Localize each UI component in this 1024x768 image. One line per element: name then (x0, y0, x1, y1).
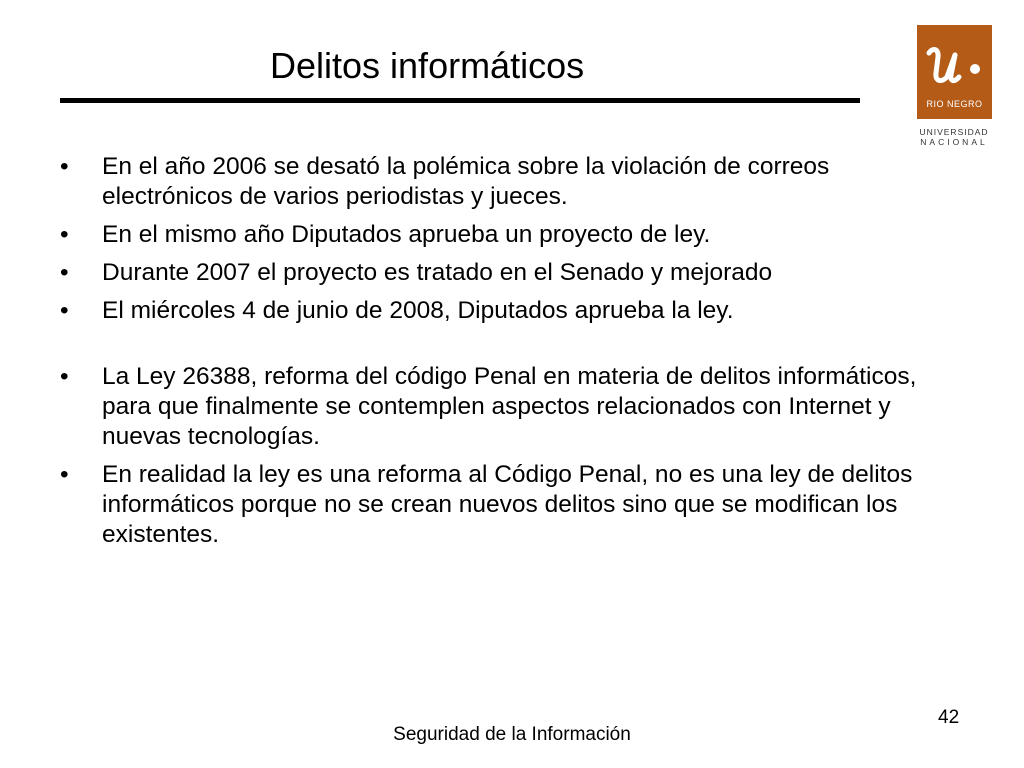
footer-text: Seguridad de la Información (393, 724, 631, 745)
bullet-item (60, 258, 965, 288)
logo-box (917, 25, 992, 119)
bullet-text: Durante 2007 el proyecto es tratado en el Senado y mejorado (102, 259, 773, 286)
university-u-icon (925, 45, 987, 91)
bullet-text: En realidad la ley es una reforma al Código Penal, no es una ley de delitos informáticos porque no se crean nuevos delitos sino que se modifican los existentes. (102, 461, 913, 548)
bullet-item (60, 362, 965, 452)
bullet-item (60, 152, 965, 212)
bullet-text: El miércoles 4 de junio de 2008, Diputados aprueba la ley. (102, 297, 734, 324)
slide-title: Delitos informáticos (270, 45, 585, 86)
bullet-icon: • (60, 221, 69, 248)
page-number: 42 (938, 707, 960, 728)
bullet-icon: • (60, 259, 69, 286)
bullet-item (60, 220, 965, 250)
logo-universidad: UNIVERSIDAD (919, 127, 989, 137)
bullet-item (60, 460, 965, 550)
bullet-icon: • (60, 153, 69, 180)
bullet-text: En el año 2006 se desató la polémica sobre la violación de correos electrónicos de varios periodistas y jueces. (102, 153, 830, 210)
bullet-text: La Ley 26388, reforma del código Penal en materia de delitos informáticos, para que finalmente se contemplen aspectos relacionados con Internet y nuevas tecnologías. (102, 363, 917, 450)
bullet-icon: • (60, 363, 69, 390)
bullet-item (60, 296, 965, 326)
bullet-list (60, 152, 965, 558)
logo-nacional: NACIONAL (920, 137, 988, 147)
bullet-icon: • (60, 461, 69, 488)
bullet-text: En el mismo año Diputados aprueba un proyecto de ley. (102, 221, 711, 248)
title-underline (60, 98, 860, 103)
bullet-icon: • (60, 297, 69, 324)
university-logo (915, 25, 993, 147)
logo-rio-negro: RIO NEGRO (926, 99, 983, 109)
